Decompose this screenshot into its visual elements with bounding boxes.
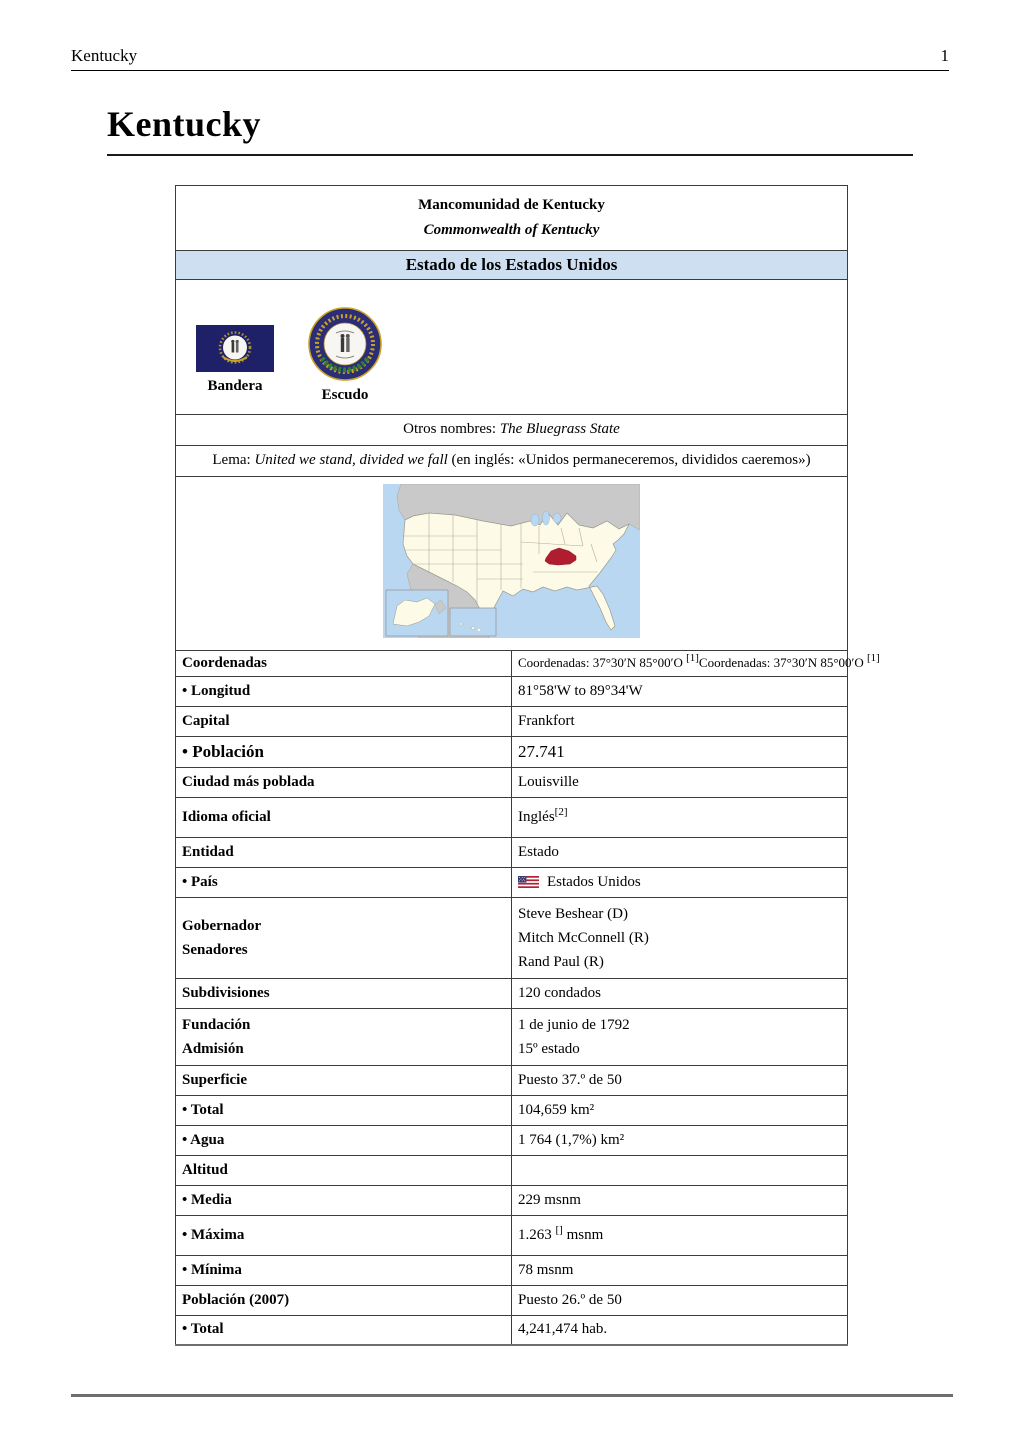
senator-name: Mitch McConnell (R): [518, 929, 649, 946]
reference-link[interactable]: [1]: [686, 652, 699, 664]
infobox-row-poblacion-total: [176, 1315, 848, 1345]
reference-link[interactable]: []: [555, 1223, 563, 1236]
running-header-title: Kentucky: [71, 46, 138, 65]
us-flag-icon: [518, 876, 539, 888]
infobox-name-row: [176, 186, 848, 251]
infobox-name-english: Commonwealth of Kentucky: [423, 221, 600, 238]
governor-name: Steve Beshear (D): [518, 905, 628, 922]
infobox-row-ciudad-mas-poblada: [176, 767, 848, 797]
row-value: 120 condados: [512, 978, 848, 1008]
row-value: 78 msnm: [512, 1255, 848, 1285]
infobox-row-longitud: [176, 676, 848, 706]
row-label: • Total: [176, 1315, 512, 1345]
infobox-table: [175, 185, 880, 1346]
nickname-value: The Bluegrass State: [499, 421, 620, 437]
row-value: 1 764 (1,7%) km²: [512, 1125, 848, 1155]
row-value: Frankfort: [512, 706, 848, 736]
flag-caption: Bandera: [207, 378, 263, 394]
infobox-name-local: Mancomunidad de Kentucky: [418, 197, 605, 213]
motto-value: United we stand, divided we fall: [254, 452, 448, 468]
row-label: • Media: [176, 1185, 512, 1215]
motto-prefix: Lema:: [212, 452, 255, 468]
row-label: • País: [176, 867, 512, 897]
page-title: Kentucky: [107, 104, 262, 144]
founding-date: 1 de junio de 1792: [518, 1016, 630, 1033]
row-value: 27.741: [512, 736, 848, 767]
row-label: Altitud: [176, 1155, 512, 1185]
infobox-motto-row: [176, 445, 848, 476]
infobox-map-row: [176, 476, 848, 650]
infobox-row-superficie-total: [176, 1095, 848, 1125]
infobox-row-coordenadas: [176, 650, 848, 676]
row-value: Puesto 37.º de 50: [512, 1065, 848, 1095]
row-value: Inglés[2]: [512, 797, 848, 837]
row-label: • Población: [176, 736, 512, 767]
row-value: 104,659 km²: [512, 1095, 848, 1125]
page-number: 1: [940, 46, 949, 65]
state-type-banner: Estado de los Estados Unidos: [176, 250, 848, 279]
row-label: Coordenadas: [176, 650, 512, 676]
row-label: • Agua: [176, 1125, 512, 1155]
row-label: Admisión: [182, 1040, 244, 1057]
row-label: Población (2007): [176, 1285, 512, 1315]
reference-link[interactable]: [1]: [867, 652, 880, 664]
kentucky-flag-image: [196, 325, 274, 372]
infobox-row-gobierno: [176, 897, 848, 978]
infobox-row-idioma-oficial: [176, 797, 848, 837]
row-label: • Longitud: [176, 676, 512, 706]
row-value: Louisville: [512, 767, 848, 797]
row-value: [512, 1155, 848, 1185]
us-location-map: [383, 484, 640, 638]
seal-caption: Escudo: [321, 387, 369, 403]
row-label: Subdivisiones: [176, 978, 512, 1008]
infobox-row-capital: [176, 706, 848, 736]
infobox-nickname-row: [176, 414, 848, 445]
row-label: Capital: [176, 706, 512, 736]
row-label: Gobernador: [182, 917, 262, 934]
infobox-row-subdivisiones: [176, 978, 848, 1008]
row-label: Fundación: [182, 1016, 251, 1033]
row-label: Ciudad más poblada: [176, 767, 512, 797]
infobox-row-pais: [176, 867, 848, 897]
infobox-banner-row: [176, 250, 848, 279]
reference-link[interactable]: [2]: [554, 805, 568, 818]
admission-order: 15º estado: [518, 1040, 580, 1057]
row-value: 1.263 [] msnm: [512, 1215, 848, 1255]
infobox-row-minima: [176, 1255, 848, 1285]
infobox-row-media: [176, 1185, 848, 1215]
row-value: Puesto 26.º de 50: [512, 1285, 848, 1315]
row-label: Idioma oficial: [176, 797, 512, 837]
infobox-row-superficie: [176, 1065, 848, 1095]
row-label: • Total: [176, 1095, 512, 1125]
row-label: Superficie: [176, 1065, 512, 1095]
infobox-images-row: [176, 279, 848, 414]
row-value: 81°58'W to 89°34'W: [512, 676, 848, 706]
infobox-row-poblacion-capital: [176, 736, 848, 767]
infobox-row-altitud: [176, 1155, 848, 1185]
row-label: • Máxima: [176, 1215, 512, 1255]
row-label: Senadores: [182, 941, 248, 958]
row-value: 229 msnm: [512, 1185, 848, 1215]
row-label: • Mínima: [176, 1255, 512, 1285]
senator-name: Rand Paul (R): [518, 953, 604, 970]
row-value: Coordenadas: 37°30′N 85°00′O [1]Coordenadas: 37°30′N 85°00′O [1]: [512, 650, 848, 676]
infobox-row-entidad: [176, 837, 848, 867]
row-value: 4,241,474 hab.: [512, 1315, 848, 1345]
title-divider: [107, 154, 913, 156]
infobox-row-agua: [176, 1125, 848, 1155]
infobox-row-maxima: [176, 1215, 848, 1255]
kentucky-seal-image: [308, 307, 382, 381]
row-label: Entidad: [176, 837, 512, 867]
row-value: Estado: [512, 837, 848, 867]
infobox-row-poblacion-2007: [176, 1285, 848, 1315]
footer-divider: [71, 1394, 953, 1397]
infobox-row-fundacion: [176, 1008, 848, 1065]
nickname-prefix: Otros nombres:: [403, 421, 500, 437]
motto-translation: (en inglés: «Unidos permaneceremos, divididos caeremos»): [447, 452, 811, 468]
row-value: Estados Unidos: [512, 867, 848, 897]
running-header: [71, 46, 949, 71]
